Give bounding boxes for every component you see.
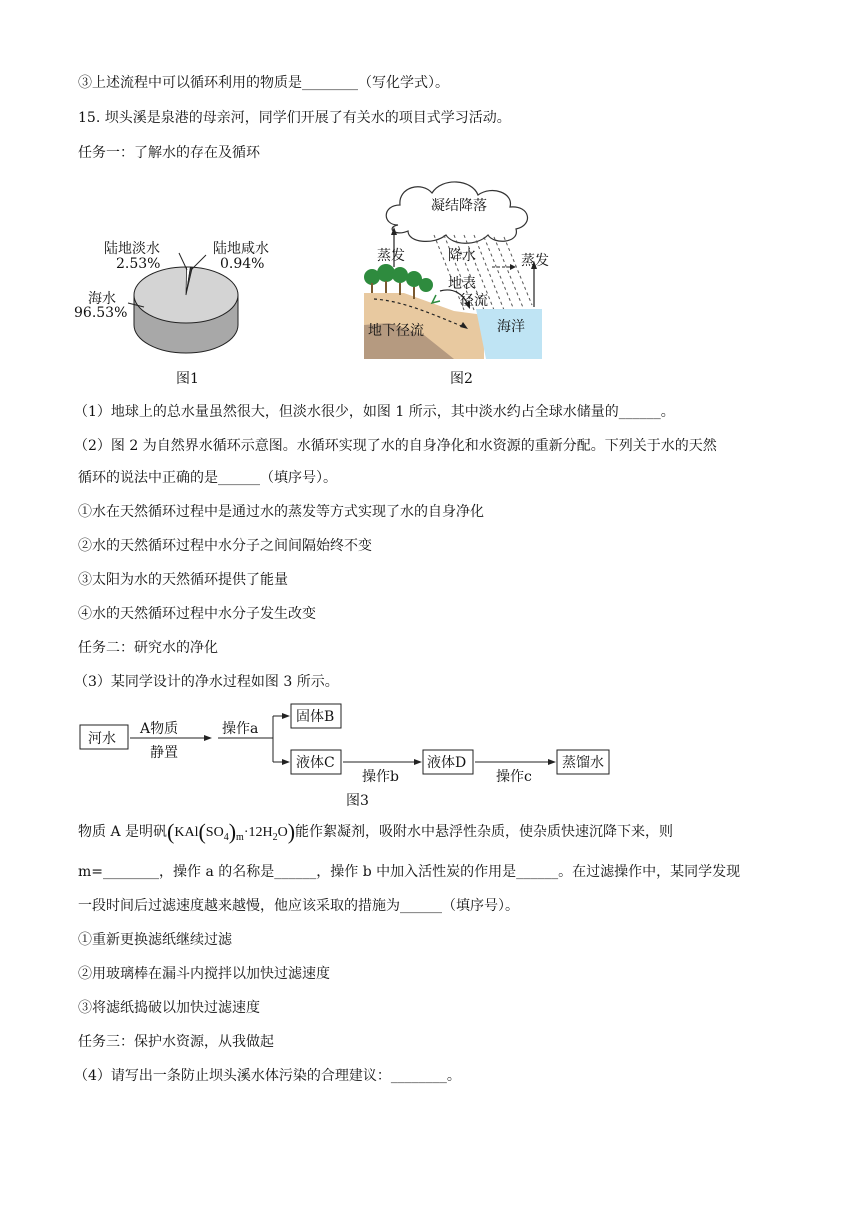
fig2-rain-label: 降水	[448, 248, 476, 264]
fig2-evap-left: 蒸发	[377, 248, 405, 264]
fig3-liquid-d: 液体D	[427, 755, 467, 771]
fig1-value-fresh: 2.53%	[116, 256, 161, 272]
alum-formula: $(KAl(SO_4)_m\cdot 12H_2O)$	[167, 819, 296, 844]
question-15-3b: m=________，操作 a 的名称是______，操作 b 中加入活性炭的作用是______。在过滤操作中，某同学发现	[78, 864, 741, 880]
fig2-ground-label: 地下径流	[368, 323, 424, 339]
filter-option-1: ①重新更换滤纸继续过滤	[78, 932, 232, 948]
formula-sub-2: 2	[272, 832, 278, 843]
question-15-2a: （2）图 2 为自然界水循环示意图。水循环实现了水的自身净化和水资源的重新分配。下列关于水的天然	[74, 438, 717, 454]
fig1-value-salt: 0.94%	[220, 256, 265, 272]
fig2-surface-label: 地表	[448, 276, 476, 292]
option-3: ③太阳为水的天然循环提供了能量	[78, 572, 288, 588]
fig3-operation-c: 操作c	[496, 769, 532, 785]
question-15-intro: 15. 坝头溪是泉港的母亲河，同学们开展了有关水的项目式学习活动。	[78, 110, 511, 126]
tree-icon	[364, 264, 433, 292]
fig2-caption: 图2	[450, 371, 473, 387]
fig2-runoff-label: 径流	[460, 293, 488, 309]
option-2: ②水的天然循环过程中水分子之间间隔始终不变	[78, 538, 372, 554]
fig3-settle: 静置	[150, 745, 178, 761]
fig3-caption: 图3	[346, 793, 369, 809]
fig3-liquid-c: 液体C	[296, 755, 335, 771]
formula-so: SO	[205, 825, 224, 840]
question-14-part3: ③上述流程中可以循环利用的物质是________（写化学式）。	[78, 75, 449, 91]
question-15-2b: 循环的说法中正确的是______（填序号）。	[78, 470, 337, 486]
fig3-distilled: 蒸馏水	[562, 755, 604, 771]
q3a-suffix: 能作絮凝剂，吸附水中悬浮性杂质，使杂质快速沉降下来，则	[295, 824, 674, 840]
filter-option-3: ③将滤纸捣破以加快过滤速度	[78, 1000, 260, 1016]
filter-option-2: ②用玻璃棒在漏斗内搅拌以加快过滤速度	[78, 966, 330, 982]
formula-kal: KAl	[174, 825, 199, 840]
fig1-label-sea: 海水	[88, 291, 116, 307]
formula-o: O	[277, 825, 288, 840]
question-15-3a	[78, 819, 674, 848]
fig2-ocean-label: 海洋	[497, 319, 525, 335]
formula-sub-m: m	[236, 832, 244, 843]
fig2-evap-right: 蒸发	[521, 253, 549, 269]
question-15-3c: 一段时间后过滤速度越来越慢，他应该采取的措施为______（填序号）。	[78, 898, 519, 914]
question-15-1: （1）地球上的总水量虽然很大，但淡水很少，如图 1 所示，其中淡水约占全球水储量的______。	[74, 404, 675, 420]
task-3-title: 任务三：保护水资源，从我做起	[78, 1034, 274, 1050]
formula-water: ·12H	[243, 825, 273, 840]
fig1-caption: 图1	[176, 371, 199, 387]
fig2-cloud-label: 凝结降落	[431, 198, 487, 214]
question-15-4: （4）请写出一条防止坝头溪水体污染的合理建议：________。	[74, 1068, 461, 1084]
option-1: ①水在天然循环过程中是通过水的蒸发等方式实现了水的自身净化	[78, 504, 484, 520]
fig1-label-salt: 陆地咸水	[213, 241, 269, 257]
fig3-operation-b: 操作b	[362, 769, 399, 785]
fig3-operation-a: 操作a	[222, 721, 259, 737]
option-4: ④水的天然循环过程中水分子发生改变	[78, 606, 316, 622]
q3a-prefix: 物质 A 是明矾	[78, 824, 168, 840]
task-2-title: 任务二：研究水的净化	[78, 640, 218, 656]
formula-sub-4: 4	[223, 832, 229, 843]
fig1-value-sea: 96.53%	[74, 305, 128, 321]
task-1-title: 任务一：了解水的存在及循环	[78, 145, 260, 161]
fig3-river: 河水	[88, 731, 116, 747]
fig3-solid-b: 固体B	[296, 709, 335, 725]
question-15-3: （3）某同学设计的净水过程如图 3 所示。	[74, 674, 339, 690]
fig1-label-fresh: 陆地淡水	[104, 241, 160, 257]
fig3-substance-a: A物质	[140, 721, 179, 737]
